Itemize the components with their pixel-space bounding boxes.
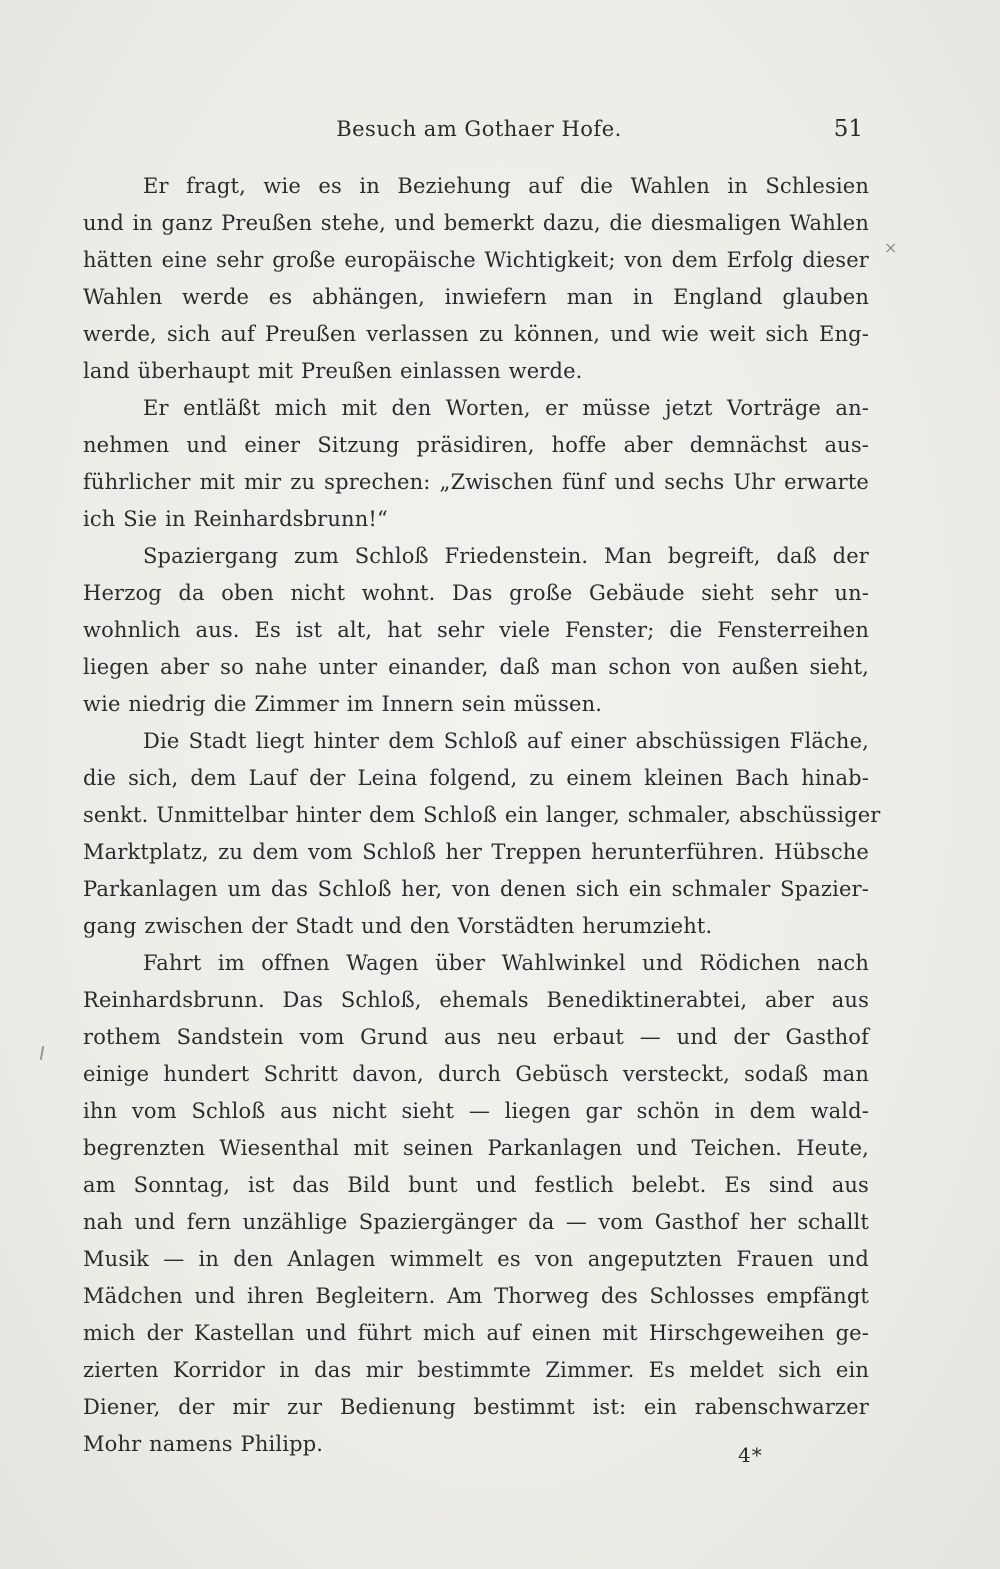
text-line: gang zwischen der Stadt und den Vorstädten herumzieht.	[83, 914, 713, 938]
running-head	[0, 112, 1000, 146]
text-line: einige hundert Schritt davon, durch Gebüsch versteckt, sodaß man	[83, 1062, 869, 1086]
margin-tick-mark	[40, 1046, 44, 1060]
text-line: ihn vom Schloß aus nicht sieht — liegen gar schön in dem wald-	[83, 1099, 869, 1123]
page-number: 51	[833, 116, 863, 142]
text-line: Marktplatz, zu dem vom Schloß her Treppen herunterführen. Hübsche	[83, 840, 869, 864]
text-line: und in ganz Preußen stehe, und bemerkt dazu, die diesmaligen Wahlen	[83, 211, 869, 235]
text-line: Diener, der mir zur Bedienung bestimmt ist: ein rabenschwarzer	[83, 1395, 869, 1419]
text-line: nah und fern unzählige Spaziergänger da — vom Gasthof her schallt	[83, 1210, 869, 1234]
text-line: Wahlen werde es abhängen, inwiefern man in England glauben	[83, 285, 869, 309]
text-line: ich Sie in Reinhardsbrunn!“	[83, 507, 388, 531]
text-line: werde, sich auf Preußen verlassen zu können, und wie weit sich Eng-	[83, 322, 869, 346]
text-line: senkt. Unmittelbar hinter dem Schloß ein langer, schmaler, abschüssiger	[83, 803, 881, 827]
body-text	[83, 168, 881, 1463]
text-line: Die Stadt liegt hinter dem Schloß auf einer abschüssigen Fläche,	[143, 729, 869, 753]
text-line: Musik — in den Anlagen wimmelt es von angeputzten Frauen und	[83, 1247, 869, 1271]
text-line: führlicher mit mir zu sprechen: „Zwischen fünf und sechs Uhr erwarte	[83, 470, 869, 494]
running-title: Besuch am Gothaer Hofe.	[336, 117, 622, 141]
text-line: Mohr namens Philipp.	[83, 1432, 324, 1456]
text-line: wohnlich aus. Es ist alt, hat sehr viele Fenster; die Fensterreihen	[83, 618, 869, 642]
text-line: Parkanlagen um das Schloß her, von denen sich ein schmaler Spazier-	[83, 877, 869, 901]
text-line: nehmen und einer Sitzung präsidiren, hoffe aber demnächst aus-	[83, 433, 869, 457]
text-line: hätten eine sehr große europäische Wichtigkeit; von dem Erfolg dieser	[83, 248, 869, 272]
text-line: Fahrt im offnen Wagen über Wahlwinkel und Rödichen nach	[143, 951, 869, 975]
text-line: Herzog da oben nicht wohnt. Das große Gebäude sieht sehr un-	[83, 581, 869, 605]
text-line: die sich, dem Lauf der Leina folgend, zu einem kleinen Bach hinab-	[83, 766, 869, 790]
text-line: land überhaupt mit Preußen einlassen werde.	[83, 359, 583, 383]
text-line: liegen aber so nahe unter einander, daß man schon von außen sieht,	[83, 655, 869, 679]
text-line: rothem Sandstein vom Grund aus neu erbaut — und der Gasthof	[83, 1025, 869, 1049]
text-line: Mädchen und ihren Begleitern. Am Thorweg des Schlosses empfängt	[83, 1284, 869, 1308]
text-line: wie niedrig die Zimmer im Innern sein müssen.	[83, 692, 603, 716]
text-line: Er fragt, wie es in Beziehung auf die Wahlen in Schlesien	[143, 174, 869, 198]
signature-mark: 4*	[738, 1443, 763, 1467]
text-line: begrenzten Wiesenthal mit seinen Parkanlagen und Teichen. Heute,	[83, 1136, 869, 1160]
text-line: Reinhardsbrunn. Das Schloß, ehemals Benediktinerabtei, aber aus	[83, 988, 869, 1012]
text-line: mich der Kastellan und führt mich auf einen mit Hirschgeweihen ge-	[83, 1321, 869, 1345]
margin-cross-mark: ×	[884, 238, 898, 257]
text-line: Spaziergang zum Schloß Friedenstein. Man begreift, daß der	[143, 544, 869, 568]
text-line: Er entläßt mich mit den Worten, er müsse jetzt Vorträge an-	[143, 396, 869, 420]
text-line: zierten Korridor in das mir bestimmte Zimmer. Es meldet sich ein	[83, 1358, 869, 1382]
text-line: am Sonntag, ist das Bild bunt und festlich belebt. Es sind aus	[83, 1173, 869, 1197]
